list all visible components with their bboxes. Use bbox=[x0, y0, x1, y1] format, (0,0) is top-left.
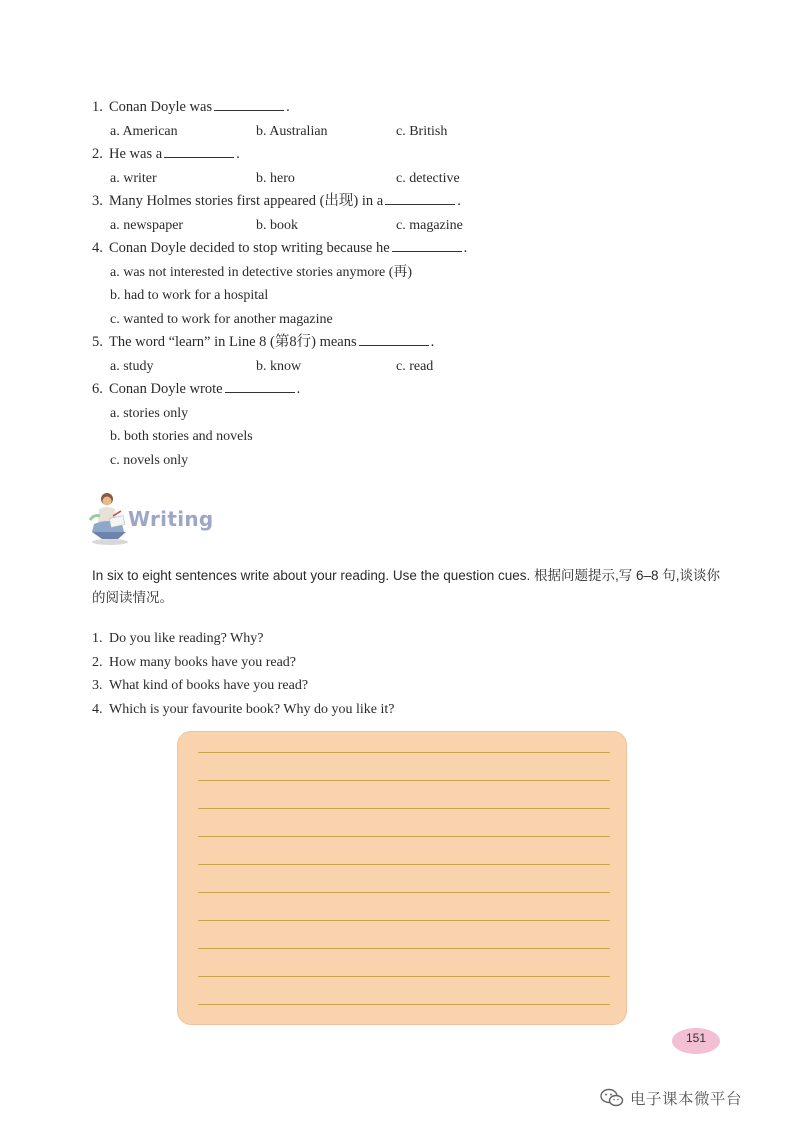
question-3 bbox=[92, 190, 612, 237]
writing-title: Writing bbox=[128, 507, 214, 531]
question-stem bbox=[92, 237, 612, 261]
answer-option[interactable]: a. writer bbox=[110, 170, 157, 186]
writing-rule-line bbox=[198, 976, 610, 977]
question-stem bbox=[92, 96, 612, 120]
answer-option[interactable]: c. novels only bbox=[110, 452, 189, 468]
answer-blank[interactable] bbox=[225, 378, 295, 393]
answer-blank[interactable] bbox=[214, 96, 284, 111]
question-text: Conan Doyle wrote bbox=[109, 381, 223, 397]
answer-options bbox=[92, 167, 612, 191]
cue-text: Do you like reading? Why? bbox=[109, 631, 264, 646]
cue-number: 3. bbox=[92, 678, 103, 693]
cue-text: How many books have you read? bbox=[109, 654, 297, 670]
watermark-text: 电子课本微平台 bbox=[630, 1090, 743, 1108]
cue-number: 4. bbox=[92, 701, 103, 717]
question-punct: . bbox=[236, 146, 240, 162]
answer-option[interactable]: a. was not interested in detective stories anymore (再) bbox=[110, 264, 413, 280]
question-2 bbox=[92, 143, 612, 190]
answer-options bbox=[92, 355, 612, 379]
writing-rule-line bbox=[198, 864, 610, 865]
writing-rule-line bbox=[198, 808, 610, 809]
writing-section-header bbox=[88, 490, 288, 550]
answer-option[interactable]: c. wanted to work for another magazine bbox=[110, 311, 333, 327]
cue-text: Which is your favourite book? Why do you like it? bbox=[109, 701, 395, 717]
answer-blank[interactable] bbox=[392, 237, 462, 252]
question-cue bbox=[92, 698, 612, 722]
question-text: Conan Doyle decided to stop writing because he bbox=[109, 240, 390, 256]
answer-option[interactable]: c. detective bbox=[396, 170, 460, 186]
question-text: He was a bbox=[109, 146, 163, 162]
answer-option[interactable]: c. read bbox=[396, 358, 434, 374]
answer-blank[interactable] bbox=[359, 331, 429, 346]
writing-rule-line bbox=[198, 1004, 610, 1005]
question-cue bbox=[92, 651, 612, 675]
answer-option[interactable]: a. stories only bbox=[110, 405, 189, 421]
writing-box[interactable] bbox=[177, 731, 627, 1025]
page-number: 151 bbox=[685, 1031, 707, 1045]
question-number: 4. bbox=[92, 240, 103, 256]
question-stem bbox=[92, 331, 612, 355]
writing-instruction: In six to eight sentences write about your reading. Use the question cues. 根据问题提示,写 6–8 句,谈谈你的阅读情况。 bbox=[92, 568, 721, 605]
question-punct: . bbox=[286, 99, 290, 115]
watermark bbox=[600, 1086, 790, 1110]
answer-option[interactable]: b. both stories and novels bbox=[110, 429, 253, 444]
answer-options bbox=[92, 402, 612, 473]
question-4 bbox=[92, 237, 612, 331]
cue-number: 1. bbox=[92, 631, 103, 646]
answer-option[interactable]: c. magazine bbox=[396, 217, 463, 233]
question-stem bbox=[92, 378, 612, 402]
question-punct: . bbox=[457, 193, 461, 209]
answer-option[interactable]: c. British bbox=[396, 123, 448, 139]
question-cue bbox=[92, 627, 612, 651]
question-6 bbox=[92, 378, 612, 472]
answer-blank[interactable] bbox=[164, 143, 234, 158]
writing-rule-line bbox=[198, 920, 610, 921]
wechat-icon bbox=[600, 1088, 624, 1108]
question-text: The word “learn” in Line 8 (第8行) means bbox=[109, 334, 357, 350]
answer-option[interactable]: a. newspaper bbox=[110, 217, 184, 233]
answer-option[interactable]: b. book bbox=[256, 217, 298, 233]
question-text: Conan Doyle was bbox=[109, 99, 213, 115]
question-text: Many Holmes stories first appeared (出现) in a bbox=[109, 193, 384, 209]
answer-option[interactable]: b. had to work for a hospital bbox=[110, 288, 269, 303]
writing-rule-line bbox=[198, 752, 610, 753]
question-number: 6. bbox=[92, 381, 103, 397]
question-number: 3. bbox=[92, 193, 103, 209]
question-5 bbox=[92, 331, 612, 378]
writing-rule-line bbox=[198, 948, 610, 949]
question-number: 5. bbox=[92, 334, 103, 350]
question-number: 2. bbox=[92, 146, 103, 162]
comprehension-questions bbox=[92, 96, 612, 472]
cue-number: 2. bbox=[92, 654, 103, 670]
question-cues bbox=[92, 627, 612, 721]
question-number: 1. bbox=[92, 99, 103, 115]
question-cue bbox=[92, 674, 612, 698]
question-punct: . bbox=[296, 381, 301, 397]
answer-option[interactable]: a. American bbox=[110, 123, 178, 139]
answer-option[interactable]: b. Australian bbox=[256, 123, 328, 139]
cue-text: What kind of books have you read? bbox=[109, 678, 309, 693]
question-punct: . bbox=[430, 334, 435, 350]
student-writing-icon bbox=[88, 490, 132, 546]
answer-options bbox=[92, 261, 612, 332]
answer-options bbox=[92, 120, 612, 144]
answer-options bbox=[92, 214, 612, 238]
answer-option[interactable]: a. study bbox=[110, 358, 154, 374]
writing-rule-line bbox=[198, 892, 610, 893]
answer-option[interactable]: b. know bbox=[256, 358, 302, 374]
question-punct: . bbox=[463, 240, 468, 256]
question-stem bbox=[92, 190, 612, 214]
question-stem bbox=[92, 143, 612, 167]
writing-rule-line bbox=[198, 780, 610, 781]
answer-blank[interactable] bbox=[385, 190, 455, 205]
question-1 bbox=[92, 96, 612, 143]
answer-option[interactable]: b. hero bbox=[256, 170, 295, 186]
writing-rule-line bbox=[198, 836, 610, 837]
